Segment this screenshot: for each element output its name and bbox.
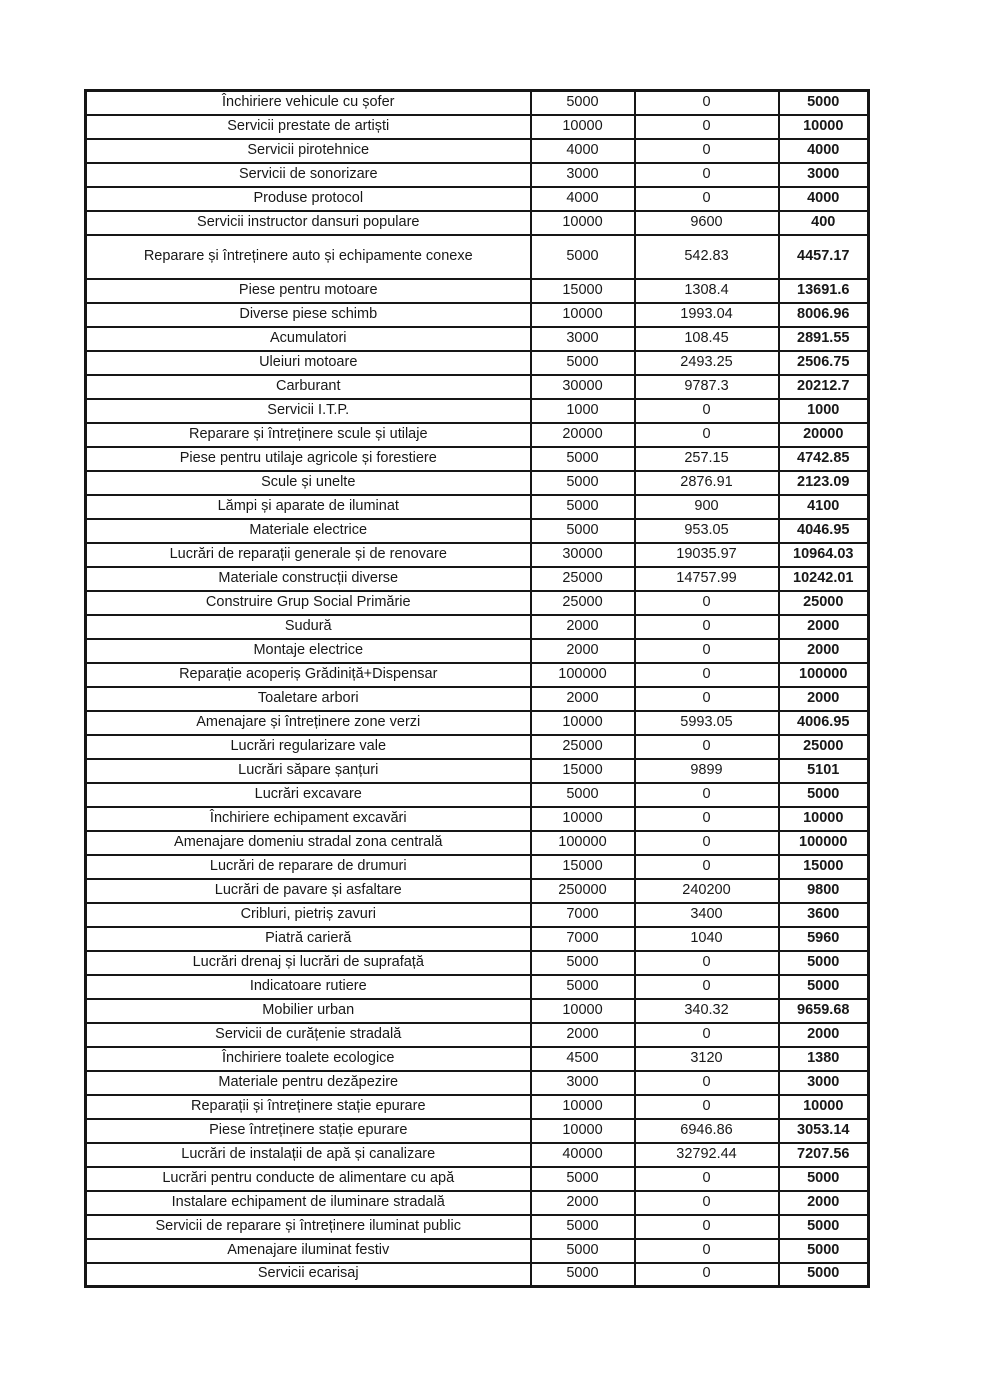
table-row <box>86 423 869 447</box>
remaining-amount-cell: 5000 <box>779 783 869 807</box>
expense-name-cell: Scule și unelte <box>86 471 531 495</box>
spent-amount-cell: 0 <box>635 1095 779 1119</box>
table-row <box>86 1071 869 1095</box>
spent-amount-cell: 0 <box>635 1071 779 1095</box>
expense-name-cell: Cribluri, pietriș zavuri <box>86 903 531 927</box>
budget-table-body <box>86 91 869 1287</box>
expense-name-cell: Piese pentru utilaje agricole și forestiere <box>86 447 531 471</box>
table-row <box>86 1023 869 1047</box>
expense-name-cell: Mobilier urban <box>86 999 531 1023</box>
table-row <box>86 855 869 879</box>
table-row <box>86 879 869 903</box>
spent-amount-cell: 3120 <box>635 1047 779 1071</box>
budget-amount-cell: 3000 <box>531 163 635 187</box>
budget-amount-cell: 100000 <box>531 831 635 855</box>
budget-amount-cell: 15000 <box>531 279 635 303</box>
remaining-amount-cell: 25000 <box>779 735 869 759</box>
expense-name-cell: Lucrări pentru conducte de alimentare cu apă <box>86 1167 531 1191</box>
spent-amount-cell: 14757.99 <box>635 567 779 591</box>
spent-amount-cell: 0 <box>635 831 779 855</box>
spent-amount-cell: 0 <box>635 615 779 639</box>
table-row <box>86 615 869 639</box>
spent-amount-cell: 257.15 <box>635 447 779 471</box>
spent-amount-cell: 953.05 <box>635 519 779 543</box>
table-row <box>86 115 869 139</box>
spent-amount-cell: 0 <box>635 1167 779 1191</box>
spent-amount-cell: 0 <box>635 423 779 447</box>
remaining-amount-cell: 5000 <box>779 1215 869 1239</box>
budget-amount-cell: 10000 <box>531 1095 635 1119</box>
remaining-amount-cell: 10242.01 <box>779 567 869 591</box>
remaining-amount-cell: 10964.03 <box>779 543 869 567</box>
expense-name-cell: Lucrări de pavare și asfaltare <box>86 879 531 903</box>
spent-amount-cell: 0 <box>635 1239 779 1263</box>
budget-amount-cell: 25000 <box>531 591 635 615</box>
table-row <box>86 1095 869 1119</box>
expense-name-cell: Toaletare arbori <box>86 687 531 711</box>
expense-name-cell: Carburant <box>86 375 531 399</box>
expense-name-cell: Închiriere vehicule cu șofer <box>86 91 531 115</box>
remaining-amount-cell: 3000 <box>779 163 869 187</box>
remaining-amount-cell: 400 <box>779 211 869 235</box>
table-row <box>86 1239 869 1263</box>
expense-name-cell: Piese pentru motoare <box>86 279 531 303</box>
expense-name-cell: Instalare echipament de iluminare stradală <box>86 1191 531 1215</box>
budget-amount-cell: 2000 <box>531 639 635 663</box>
spent-amount-cell: 0 <box>635 687 779 711</box>
remaining-amount-cell: 2000 <box>779 1023 869 1047</box>
table-row <box>86 399 869 423</box>
expense-name-cell: Piese întreținere stație epurare <box>86 1119 531 1143</box>
spent-amount-cell: 19035.97 <box>635 543 779 567</box>
remaining-amount-cell: 25000 <box>779 591 869 615</box>
budget-amount-cell: 25000 <box>531 567 635 591</box>
budget-amount-cell: 7000 <box>531 903 635 927</box>
expense-name-cell: Produse protocol <box>86 187 531 211</box>
budget-amount-cell: 3000 <box>531 1071 635 1095</box>
expense-name-cell: Lucrări săpare șanțuri <box>86 759 531 783</box>
spent-amount-cell: 900 <box>635 495 779 519</box>
remaining-amount-cell: 15000 <box>779 855 869 879</box>
table-row <box>86 495 869 519</box>
remaining-amount-cell: 5101 <box>779 759 869 783</box>
expense-name-cell: Construire Grup Social Primărie <box>86 591 531 615</box>
budget-amount-cell: 10000 <box>531 1119 635 1143</box>
table-row <box>86 663 869 687</box>
remaining-amount-cell: 5960 <box>779 927 869 951</box>
table-row <box>86 139 869 163</box>
budget-amount-cell: 2000 <box>531 687 635 711</box>
spent-amount-cell: 9899 <box>635 759 779 783</box>
spent-amount-cell: 3400 <box>635 903 779 927</box>
remaining-amount-cell: 100000 <box>779 663 869 687</box>
spent-amount-cell: 0 <box>635 855 779 879</box>
spent-amount-cell: 0 <box>635 187 779 211</box>
remaining-amount-cell: 3053.14 <box>779 1119 869 1143</box>
budget-amount-cell: 5000 <box>531 91 635 115</box>
budget-amount-cell: 5000 <box>531 1263 635 1287</box>
table-row <box>86 163 869 187</box>
remaining-amount-cell: 8006.96 <box>779 303 869 327</box>
expense-name-cell: Servicii instructor dansuri populare <box>86 211 531 235</box>
expense-name-cell: Sudură <box>86 615 531 639</box>
expense-name-cell: Închiriere toalete ecologice <box>86 1047 531 1071</box>
budget-amount-cell: 2000 <box>531 1191 635 1215</box>
table-row <box>86 543 869 567</box>
table-row <box>86 591 869 615</box>
remaining-amount-cell: 1380 <box>779 1047 869 1071</box>
table-row <box>86 303 869 327</box>
table-row <box>86 211 869 235</box>
table-row <box>86 903 869 927</box>
table-row <box>86 735 869 759</box>
budget-amount-cell: 5000 <box>531 975 635 999</box>
budget-amount-cell: 10000 <box>531 999 635 1023</box>
budget-amount-cell: 10000 <box>531 807 635 831</box>
spent-amount-cell: 0 <box>635 951 779 975</box>
budget-amount-cell: 3000 <box>531 327 635 351</box>
expense-name-cell: Reparații și întreținere stație epurare <box>86 1095 531 1119</box>
expense-name-cell: Lucrări de reparare de drumuri <box>86 855 531 879</box>
expense-name-cell: Piatră carieră <box>86 927 531 951</box>
budget-amount-cell: 5000 <box>531 951 635 975</box>
budget-amount-cell: 4000 <box>531 187 635 211</box>
budget-amount-cell: 5000 <box>531 447 635 471</box>
table-row <box>86 999 869 1023</box>
table-row <box>86 375 869 399</box>
spent-amount-cell: 240200 <box>635 879 779 903</box>
spent-amount-cell: 0 <box>635 591 779 615</box>
table-row <box>86 1263 869 1287</box>
spent-amount-cell: 32792.44 <box>635 1143 779 1167</box>
spent-amount-cell: 2493.25 <box>635 351 779 375</box>
remaining-amount-cell: 13691.6 <box>779 279 869 303</box>
remaining-amount-cell: 7207.56 <box>779 1143 869 1167</box>
budget-amount-cell: 4500 <box>531 1047 635 1071</box>
expense-name-cell: Lucrări regularizare vale <box>86 735 531 759</box>
remaining-amount-cell: 5000 <box>779 91 869 115</box>
expense-name-cell: Servicii de curățenie stradală <box>86 1023 531 1047</box>
expense-name-cell: Reparare și întreținere auto și echipamente conexe <box>86 235 531 279</box>
spent-amount-cell: 9787.3 <box>635 375 779 399</box>
remaining-amount-cell: 9659.68 <box>779 999 869 1023</box>
expense-name-cell: Servicii de sonorizare <box>86 163 531 187</box>
expense-name-cell: Servicii de reparare și întreținere iluminat public <box>86 1215 531 1239</box>
budget-table <box>84 89 870 1288</box>
expense-name-cell: Materiale pentru dezăpezire <box>86 1071 531 1095</box>
remaining-amount-cell: 4046.95 <box>779 519 869 543</box>
table-row <box>86 351 869 375</box>
expense-name-cell: Montaje electrice <box>86 639 531 663</box>
table-row <box>86 447 869 471</box>
expense-name-cell: Servicii pirotehnice <box>86 139 531 163</box>
expense-name-cell: Reparație acoperiș Grădiniță+Dispensar <box>86 663 531 687</box>
table-row <box>86 235 869 279</box>
table-row <box>86 975 869 999</box>
table-row <box>86 91 869 115</box>
remaining-amount-cell: 20000 <box>779 423 869 447</box>
table-row <box>86 187 869 211</box>
remaining-amount-cell: 4100 <box>779 495 869 519</box>
budget-amount-cell: 40000 <box>531 1143 635 1167</box>
spent-amount-cell: 0 <box>635 139 779 163</box>
remaining-amount-cell: 5000 <box>779 1167 869 1191</box>
spent-amount-cell: 0 <box>635 399 779 423</box>
expense-name-cell: Materiale electrice <box>86 519 531 543</box>
expense-name-cell: Servicii prestate de artiști <box>86 115 531 139</box>
table-row <box>86 1047 869 1071</box>
budget-amount-cell: 2000 <box>531 1023 635 1047</box>
spent-amount-cell: 0 <box>635 975 779 999</box>
remaining-amount-cell: 4457.17 <box>779 235 869 279</box>
table-row <box>86 1191 869 1215</box>
budget-amount-cell: 25000 <box>531 735 635 759</box>
expense-name-cell: Lucrări de instalații de apă și canalizare <box>86 1143 531 1167</box>
table-row <box>86 831 869 855</box>
spent-amount-cell: 0 <box>635 91 779 115</box>
remaining-amount-cell: 1000 <box>779 399 869 423</box>
spent-amount-cell: 0 <box>635 663 779 687</box>
budget-amount-cell: 10000 <box>531 211 635 235</box>
expense-name-cell: Uleiuri motoare <box>86 351 531 375</box>
remaining-amount-cell: 100000 <box>779 831 869 855</box>
remaining-amount-cell: 4742.85 <box>779 447 869 471</box>
table-row <box>86 927 869 951</box>
spent-amount-cell: 340.32 <box>635 999 779 1023</box>
spent-amount-cell: 1308.4 <box>635 279 779 303</box>
table-row <box>86 1143 869 1167</box>
spent-amount-cell: 5993.05 <box>635 711 779 735</box>
spent-amount-cell: 0 <box>635 115 779 139</box>
remaining-amount-cell: 2506.75 <box>779 351 869 375</box>
expense-name-cell: Materiale construcții diverse <box>86 567 531 591</box>
budget-amount-cell: 5000 <box>531 1239 635 1263</box>
budget-amount-cell: 20000 <box>531 423 635 447</box>
remaining-amount-cell: 20212.7 <box>779 375 869 399</box>
remaining-amount-cell: 3600 <box>779 903 869 927</box>
budget-amount-cell: 5000 <box>531 471 635 495</box>
remaining-amount-cell: 5000 <box>779 1239 869 1263</box>
table-row <box>86 327 869 351</box>
remaining-amount-cell: 5000 <box>779 1263 869 1287</box>
spent-amount-cell: 0 <box>635 163 779 187</box>
table-row <box>86 279 869 303</box>
expense-name-cell: Indicatoare rutiere <box>86 975 531 999</box>
remaining-amount-cell: 2000 <box>779 687 869 711</box>
expense-name-cell: Lămpi și aparate de iluminat <box>86 495 531 519</box>
table-row <box>86 471 869 495</box>
spent-amount-cell: 0 <box>635 807 779 831</box>
spent-amount-cell: 0 <box>635 735 779 759</box>
budget-amount-cell: 15000 <box>531 855 635 879</box>
budget-amount-cell: 1000 <box>531 399 635 423</box>
budget-amount-cell: 10000 <box>531 115 635 139</box>
spent-amount-cell: 1040 <box>635 927 779 951</box>
expense-name-cell: Amenajare și întreținere zone verzi <box>86 711 531 735</box>
remaining-amount-cell: 5000 <box>779 975 869 999</box>
budget-amount-cell: 5000 <box>531 235 635 279</box>
spent-amount-cell: 0 <box>635 1263 779 1287</box>
table-row <box>86 519 869 543</box>
spent-amount-cell: 0 <box>635 1191 779 1215</box>
spent-amount-cell: 0 <box>635 1215 779 1239</box>
expense-name-cell: Reparare și întreținere scule și utilaje <box>86 423 531 447</box>
budget-amount-cell: 4000 <box>531 139 635 163</box>
spent-amount-cell: 0 <box>635 1023 779 1047</box>
table-row <box>86 951 869 975</box>
remaining-amount-cell: 3000 <box>779 1071 869 1095</box>
table-row <box>86 687 869 711</box>
budget-amount-cell: 5000 <box>531 1215 635 1239</box>
budget-amount-cell: 250000 <box>531 879 635 903</box>
expense-name-cell: Închiriere echipament excavări <box>86 807 531 831</box>
remaining-amount-cell: 2000 <box>779 639 869 663</box>
expense-name-cell: Diverse piese schimb <box>86 303 531 327</box>
spent-amount-cell: 542.83 <box>635 235 779 279</box>
expense-name-cell: Lucrări de reparații generale și de renovare <box>86 543 531 567</box>
budget-amount-cell: 5000 <box>531 783 635 807</box>
table-row <box>86 1167 869 1191</box>
spent-amount-cell: 0 <box>635 783 779 807</box>
remaining-amount-cell: 2891.55 <box>779 327 869 351</box>
spent-amount-cell: 6946.86 <box>635 1119 779 1143</box>
budget-amount-cell: 10000 <box>531 711 635 735</box>
remaining-amount-cell: 2123.09 <box>779 471 869 495</box>
remaining-amount-cell: 4006.95 <box>779 711 869 735</box>
budget-amount-cell: 15000 <box>531 759 635 783</box>
budget-amount-cell: 30000 <box>531 543 635 567</box>
expense-name-cell: Lucrări excavare <box>86 783 531 807</box>
budget-amount-cell: 5000 <box>531 519 635 543</box>
remaining-amount-cell: 9800 <box>779 879 869 903</box>
table-row <box>86 639 869 663</box>
budget-amount-cell: 10000 <box>531 303 635 327</box>
table-row <box>86 567 869 591</box>
remaining-amount-cell: 4000 <box>779 139 869 163</box>
expense-name-cell: Servicii I.T.P. <box>86 399 531 423</box>
table-row <box>86 783 869 807</box>
spent-amount-cell: 1993.04 <box>635 303 779 327</box>
budget-amount-cell: 5000 <box>531 351 635 375</box>
expense-name-cell: Lucrări drenaj și lucrări de suprafață <box>86 951 531 975</box>
expense-name-cell: Servicii ecarisaj <box>86 1263 531 1287</box>
table-row <box>86 1119 869 1143</box>
budget-amount-cell: 30000 <box>531 375 635 399</box>
spent-amount-cell: 9600 <box>635 211 779 235</box>
remaining-amount-cell: 10000 <box>779 1095 869 1119</box>
spent-amount-cell: 2876.91 <box>635 471 779 495</box>
remaining-amount-cell: 5000 <box>779 951 869 975</box>
table-row <box>86 807 869 831</box>
remaining-amount-cell: 10000 <box>779 807 869 831</box>
budget-amount-cell: 2000 <box>531 615 635 639</box>
spent-amount-cell: 108.45 <box>635 327 779 351</box>
expense-name-cell: Amenajare domeniu stradal zona centrală <box>86 831 531 855</box>
table-row <box>86 1215 869 1239</box>
remaining-amount-cell: 2000 <box>779 1191 869 1215</box>
budget-amount-cell: 5000 <box>531 1167 635 1191</box>
budget-amount-cell: 100000 <box>531 663 635 687</box>
expense-name-cell: Acumulatori <box>86 327 531 351</box>
spent-amount-cell: 0 <box>635 639 779 663</box>
remaining-amount-cell: 10000 <box>779 115 869 139</box>
budget-amount-cell: 7000 <box>531 927 635 951</box>
expense-name-cell: Amenajare iluminat festiv <box>86 1239 531 1263</box>
table-row <box>86 759 869 783</box>
remaining-amount-cell: 4000 <box>779 187 869 211</box>
table-row <box>86 711 869 735</box>
remaining-amount-cell: 2000 <box>779 615 869 639</box>
budget-amount-cell: 5000 <box>531 495 635 519</box>
